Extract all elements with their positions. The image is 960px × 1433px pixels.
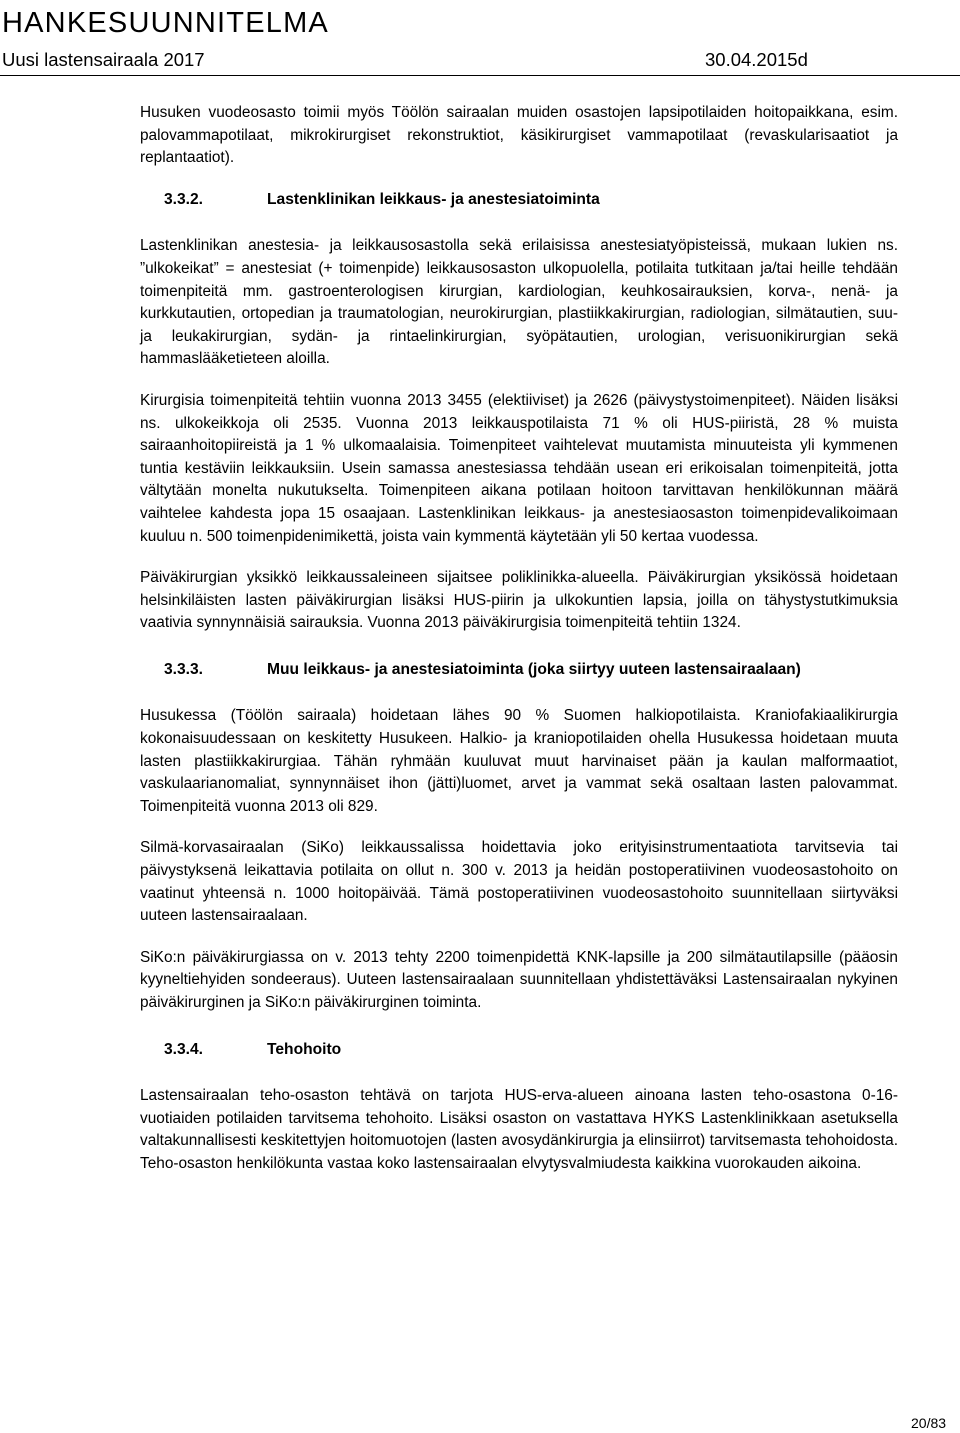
body-paragraph: Kirurgisia toimenpiteitä tehtiin vuonna 2013 3455 (elektiiviset) ja 2626 (päivystystoimenpiteet). Näiden lisäksi ns. ulkokeikkoja oli 2535. Vuonna 2013 leikkauspotilaista 71 % oli HUS-piiristä, 28 % muista sairaanhoitopiireistä ja 1 % ulkomaalaisia. Toimenpiteet vaihtelevat muutamista minuuteista yli kymmenen tuntia kestäviin leikkauksiin. Usein samassa anestesiassa tehdään usean eri erikoisalan toimenpiteitä, jotta vältytään monelta nukutukselta. Toimenpiteen aikana potilaan hoitoon tarvittavan henkilökunnan määrä vaihtelee kahdesta jopa 15 osaajaan. Lastenklinikan leikkaus- ja anestesiaosaston toimenpidevalikoimaan kuuluu n. 500 toimenpidenimikettä, joista vain kymmentä käytetään yli 50 kertaa vuodessa. [140,391,898,545]
page-header [0,0,960,76]
page-number: 20/83 [911,1415,947,1431]
project-name: Uusi lastensairaala 2017 [2,49,205,70]
section-number: 3.3.4. [164,1040,204,1058]
section-title: Muu leikkaus- ja anestesiatoiminta (joka siirtyy uuteen lastensairaalaan) [267,660,801,678]
body-paragraph: Husukessa (Töölön sairaala) hoidetaan lähes 90 % Suomen halkiopotilaista. Kraniofakiaalikirurgia kokonaisuudessaan on keskitetty Husukeen. Halkio- ja kraniopotilaiden ohella Husukessa hoidetaan muuta lasten plastiikkakirurgiaa. Tähän ryhmään kuuluvat muut harvinaiset pään ja kaulan malformaatiot, vaskulaarianomaliat, synnynnäiset ihon (jätti)luomet, arvet ja vammat sekä osaltaan lasten palovammat. Toimenpiteitä vuonna 2013 oli 829. [140,707,898,815]
header-subtitle-row [2,47,960,73]
intro-paragraph: Husuken vuodeosasto toimii myös Töölön sairaalan muiden osastojen lapsipotilaiden hoitopaikkana, esim. palovammapotilaat, mikrokirurgiset rekonstruktiot, käsikirurgiset vammapotilaat (revaskularisaatiot ja replantaatiot). [140,104,898,167]
header-divider [0,75,960,76]
body-paragraph: Silmä-korvasairaalan (SiKo) leikkaussalissa hoidettavia joko erityisinstrumentaatiota tarvitsevia tai päivystyksenä leikattavia potilaita on ollut n. 300 v. 2013 ja heidän postoperatiivinen vuodeosastohoito on vaatinut yhteensä n. 1000 hoitopäivää. Tämä postoperatiivinen vuodeosastohoito suunnitellaan siirtyväksi uuteen lastensairaalaan. [140,839,898,925]
body-paragraph: Lastenklinikan anestesia- ja leikkausosastolla sekä erilaisissa anestesiatyöpisteissä, mukaan lukien ns. ”ulkokeikat” = anestesiat (+ toimenpide) leikkausosaston ulkopuolella, potilaita tutkitaan ja/tai heille tehdään toimenpiteitä mm. gastroenterologisen kirurgian, kardiologian, keuhkosairauksien, korva-, nenä- ja kurkkutautien, ortopedian ja traumatologian, neurokirurgian, plastiikkakirurgian, radiologian, silmätautien, suu- ja leukakirurgian, sydän- ja rintaelinkirurgian, syöpätautien, urologian, verisuonikirurgian sekä hammaslääketieteen aloilla. [140,237,898,368]
body-paragraph: Lastensairaalan teho-osaston tehtävä on tarjota HUS-erva-alueen ainoana lasten teho-osastona 0-16-vuotiaiden potilaiden tarvitsema tehohoito. Lisäksi osaston on vastattava HYKS Lastenklinikkaan asetuksella valtakunnallisesti keskitettyjen hoitomuotojen (lasten avosydänkirurgia ja elinsiirrot) tarvitsemasta tehohoidosta. Teho-osaston henkilökunta vastaa koko lastensairaalan elvytysvalmiudesta kaikkina vuorokauden aikoina. [140,1087,898,1172]
document-date: 30.04.2015d [705,49,808,70]
section-title: Lastenklinikan leikkaus- ja anestesiatoiminta [267,190,600,208]
section-number: 3.3.3. [164,660,204,678]
section-heading-3-3-4 [140,1039,898,1062]
document-title: HANKESUUNNITELMA [2,7,329,39]
section-number: 3.3.2. [164,190,204,208]
body-paragraph: Päiväkirurgian yksikkö leikkaussaleineen sijaitsee poliklinikka-alueella. Päiväkirurgian yksikössä hoidetaan helsinkiläisten lasten päiväkirurgian lisäksi HUS-piirin ja ulkokuntien lapsia, joilla on tähystystutkimuksia vaativia synnynnäisiä sairauksia. Vuonna 2013 päiväkirurgisia toimenpiteitä tehtiin 1324. [140,569,898,632]
section-title: Tehohoito [267,1040,342,1058]
document-body [140,102,898,1176]
section-heading-3-3-2 [140,189,898,212]
body-paragraph: SiKo:n päiväkirurgiassa on v. 2013 tehty 2200 toimenpidettä KNK-lapsille ja 200 silmätautilapsille (pääosin kyyneltiehyiden sondeeraus). Uuteen lastensairaalaan suunnitellaan yhdistettäväksi Lastensairaalan nykyinen päiväkirurginen ja SiKo:n päiväkirurginen toiminta. [140,948,898,1011]
section-heading-3-3-3 [140,659,898,682]
